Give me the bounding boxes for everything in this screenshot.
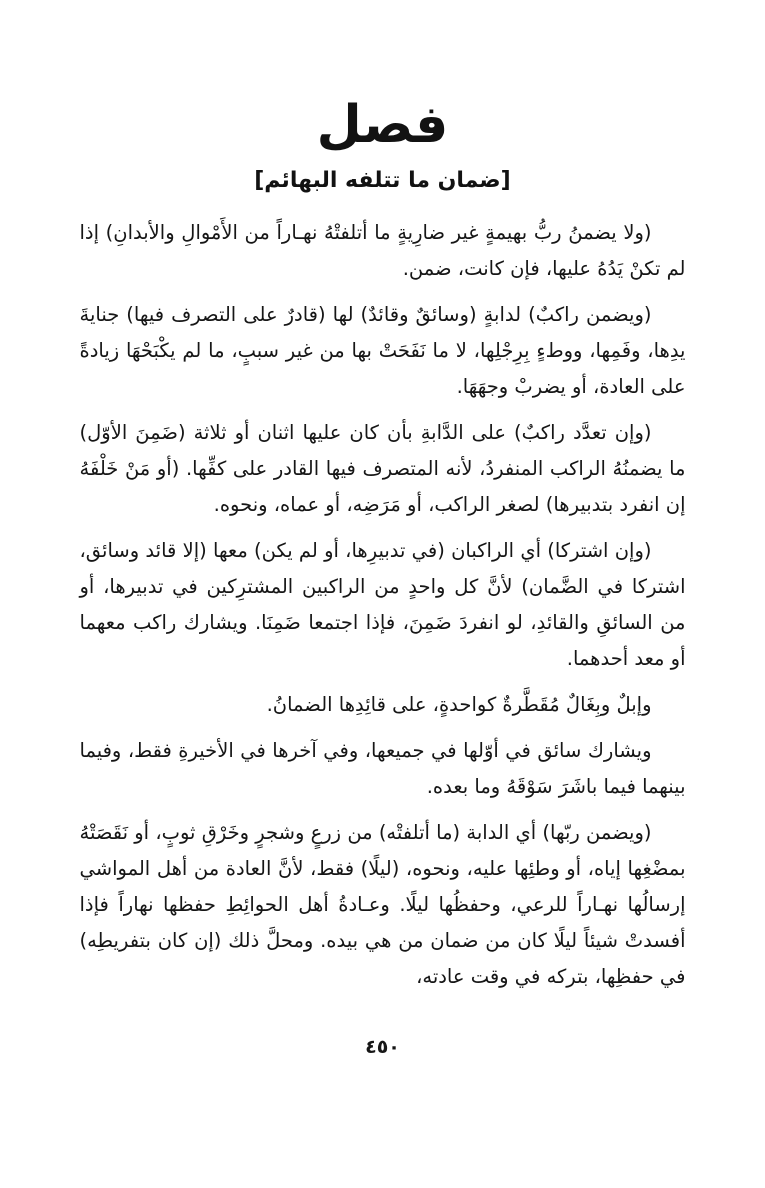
body-text bbox=[80, 215, 686, 995]
chapter-heading: فصل bbox=[316, 95, 449, 155]
paragraph-1: (ولا يضمنُ ربُّ بهيمةٍ غير ضارِيةٍ ما أتلفتْهُ نهـاراً من الأَمْوالِ والأبدانِ) إذا لم تكنْ يَدُهُ عليها، فإن كانت، ضمن. bbox=[79, 220, 686, 280]
paragraph-5: وإبلٌ وبِغَالٌ مُقَطَّرةٌ كواحدةٍ، على قائِدِها الضمانُ. bbox=[266, 692, 652, 716]
page-number: ٤٥٠ bbox=[365, 1036, 400, 1058]
section-title: [ضمان ما تتلفه البهائم] bbox=[254, 167, 511, 193]
paragraph-2: (ويضمن راكبٌ) لدابةٍ (وسائقٌ وقائدٌ) لها (قادرٌ على التصرف فيها) جنايةَ يدِها، وفَمِها، ووطءٍ بِرِجْلِها، لا ما نَفَحَتْ بها من غير سببٍ، ما لم يكْبَحْهَا زيادةً على العادة، أو يضربْ وجهَهَا. bbox=[79, 302, 686, 398]
paragraph-7: (ويضمن ربّها) أي الدابة (ما أتلفتْه) من زرعٍ وشجرٍ وخَرْقِ ثوبٍ، أو نَقَصَتْهُ بمضْغِها إياه، أو وطئِها عليه، ونحوه، (ليلًا) فقط، لأنَّ العادة من أهل المواشي إرسالُها نهـاراً للرعي، وحفظُها ليلًا. وعـادةُ أهل الحوائِطِ حفظها نهاراً فإذا أفسدتْ شيئاً ليلًا كان من ضمان من هي بيده. ومحلَّ ذلك (إن كان بتفريطِه) في حفظِها، بتركه في وقت عادته، bbox=[79, 820, 686, 988]
paragraph-6: ويشارك سائق في أوّلها في جميعها، وفي آخرها في الأخيرةِ فقط، وفيما بينهما فيما باشَرَ سَوْقَهُ وما بعده. bbox=[79, 738, 686, 798]
paragraph-4: (وإن اشتركا) أي الراكبان (في تدبيرِها، أو لم يكن) معها (إلا قائد وسائق، اشتركا في الضَّمان) لأنَّ كل واحدٍ من الراكبين المشترِكين في تدبيرها، أو من السائقِ والقائدِ، لو انفردَ ضَمِنَ، فإذا اجتمعا ضَمِنَا. ويشارك راكب معهما أو معد أحدهما. bbox=[79, 538, 686, 670]
paragraph-3: (وإن تعدَّد راكبٌ) على الدَّابةِ بأن كان عليها اثنان أو ثلاثة (ضَمِنَ الأوّل) ما يضمنُهُ الراكب المنفردُ، لأنه المتصرف فيها القادر على كفِّها. (أو مَنْ خَلْفَهُ إن انفرد بتدبيرها) لصغر الراكب، أو مَرَضِه، أو عماه، ونحوه. bbox=[79, 420, 686, 516]
